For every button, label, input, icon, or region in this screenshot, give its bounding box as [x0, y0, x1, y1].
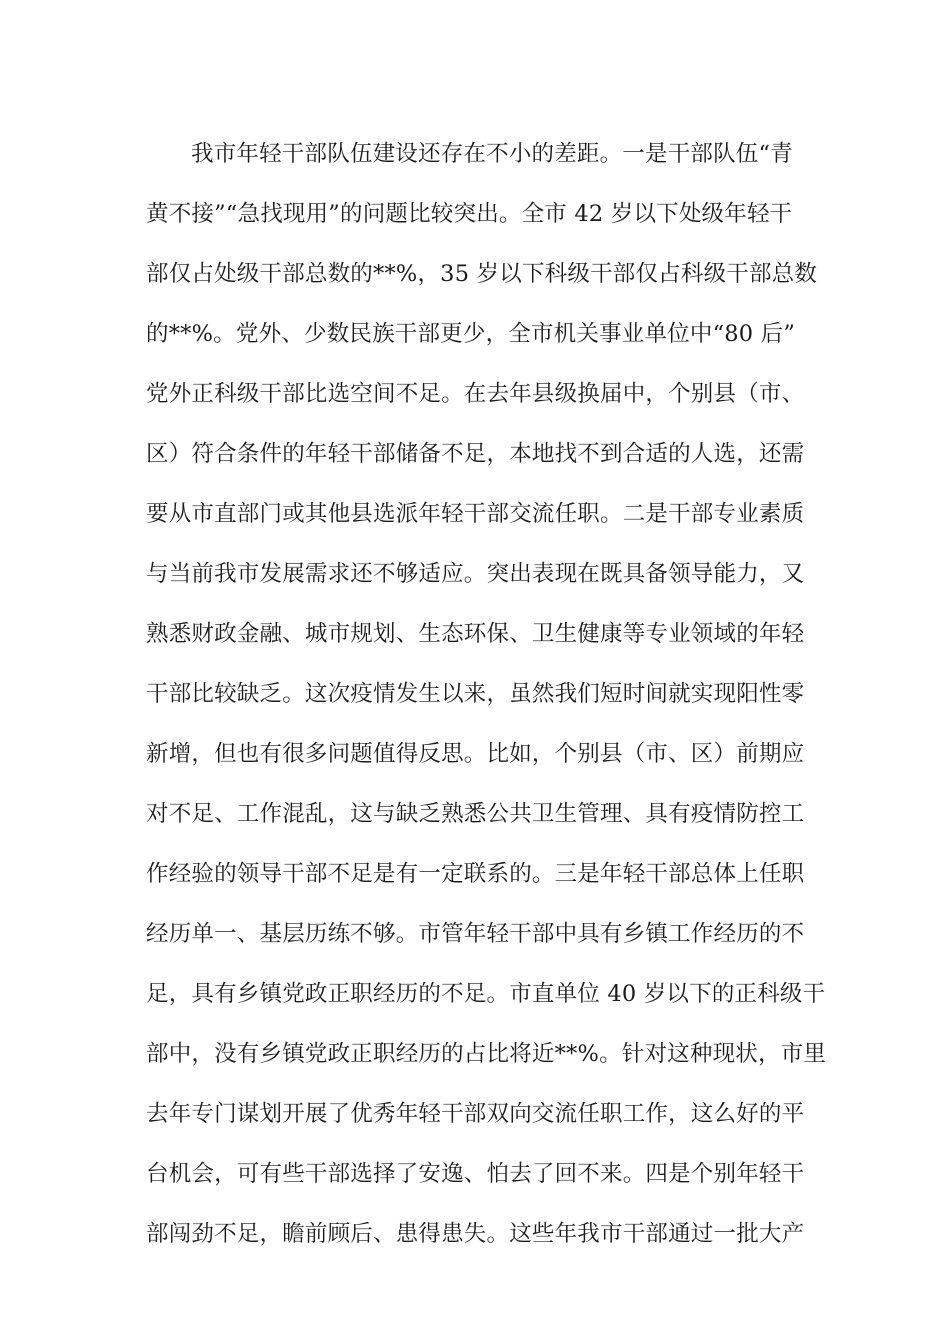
text-line: 新增，但也有很多问题值得反思。比如，个别县（市、区）前期应: [146, 741, 805, 767]
text-line: 经历单一、基层历练不够。市管年轻干部中具有乡镇工作经历的不: [146, 921, 805, 947]
text-line: 熟悉财政金融、城市规划、生态环保、卫生健康等专业领域的年轻: [146, 621, 805, 647]
text-line: 台机会，可有些干部选择了安逸、怕去了回不来。四是个别年轻干: [146, 1161, 805, 1187]
text-line: 要从市直部门或其他县选派年轻干部交流任职。二是干部专业素质: [146, 501, 805, 527]
text-line: 的**%。党外、少数民族干部更少，全市机关事业单位中“80 后”: [146, 321, 796, 347]
text-line: 黄不接”“急找现用”的问题比较突出。全市 42 岁以下处级年轻干: [146, 201, 793, 227]
text-line: 部闯劲不足，瞻前顾后、患得患失。这些年我市干部通过一批大产: [146, 1221, 805, 1247]
body-paragraph: [146, 135, 827, 1275]
text-line: 党外正科级干部比选空间不足。在去年县级换届中，个别县（市、: [146, 381, 805, 407]
text-line: 部中，没有乡镇党政正职经历的占比将近**%。针对这种现状，市里: [146, 1041, 827, 1067]
text-line: 作经验的领导干部不足是有一定联系的。三是年轻干部总体上任职: [146, 861, 805, 887]
text-line: 我市年轻干部队伍建设还存在不小的差距。一是干部队伍“青: [191, 141, 793, 167]
text-line: 与当前我市发展需求还不够适应。突出表现在既具备领导能力，又: [146, 561, 805, 587]
text-line: 足，具有乡镇党政正职经历的不足。市直单位 40 岁以下的正科级干: [146, 981, 826, 1007]
text-line: 对不足、工作混乱，这与缺乏熟悉公共卫生管理、具有疫情防控工: [146, 801, 805, 827]
text-line: 区）符合条件的年轻干部储备不足，本地找不到合适的人选，还需: [146, 441, 805, 467]
text-line: 去年专门谋划开展了优秀年轻干部双向交流任职工作，这么好的平: [146, 1101, 805, 1127]
text-line: 部仅占处级干部总数的**%，35 岁以下科级干部仅占科级干部总数: [146, 261, 818, 287]
text-line: 干部比较缺乏。这次疫情发生以来，虽然我们短时间就实现阳性零: [146, 681, 805, 707]
